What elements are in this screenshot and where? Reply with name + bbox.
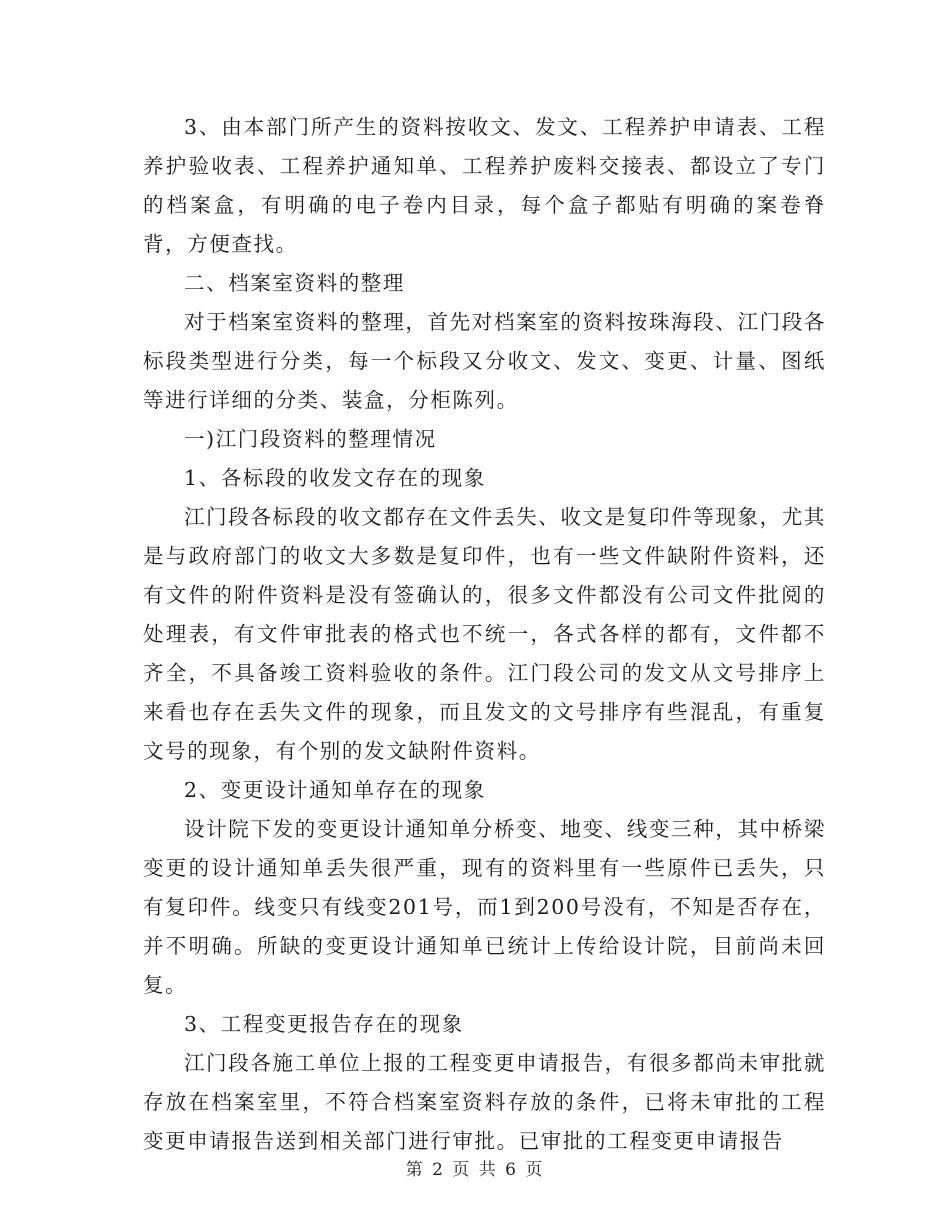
paragraph-archive-sorting: 对于档案室资料的整理，首先对档案室的资料按珠海段、江门段各标段类型进行分类，每一个标段又分收文、发文、变更、计量、图纸等进行详细的分类、装盒，分柜陈列。 [143,310,826,412]
paragraph-change-notices: 设计院下发的变更设计通知单分桥变、地变、线变三种，其中桥梁变更的设计通知单丢失很严重，现有的资料里有一些原件已丢失，只有复印件。线变只有线变201号，而1到200号没有，不知是否存在，并不明确。所缺的变更设计通知单已统计上传给设计院，目前尚未回复。 [143,817,826,997]
item-heading-change-reports: 3、工程变更报告存在的现象 [184,1012,464,1036]
paragraph-change-reports: 江门段各施工单位上报的工程变更申请报告，有很多都尚未审批就存放在档案室里，不符合档案室资料存放的条件，已将未审批的工程变更申请报告送到相关部门进行审批。已审批的工程变更申请报告 [143,1051,826,1153]
footer-label-of-page: 页 共 [452,1160,498,1180]
paragraph-archive-boxes: 3、由本部门所产生的资料按收文、发文、工程养护申请表、工程养护验收表、工程养护通知单、工程养护废料交接表、都设立了专门的档案盒，有明确的电子卷内目录，每个盒子都贴有明确的案卷脊背，方便查找。 [143,115,826,256]
footer-label-pages-end: 页 [525,1160,545,1180]
page-footer [0,1155,950,1180]
item-heading-documents: 1、各标段的收发文存在的现象 [184,466,486,490]
paragraph-documents: 江门段各标段的收文都存在文件丢失、收文是复印件等现象，尤其是与政府部门的收文大多数是复印件，也有一些文件缺附件资料，还有文件的附件资料是没有签确认的，很多文件都没有公司文件批阅的处理表，有文件审批表的格式也不统一，各式各样的都有，文件都不齐全，不具备竣工资料验收的条件。江门段公司的发文从文号排序上来看也存在丢失文件的现象，而且发文的文号排序有些混乱，有重复文号的现象，有个别的发文缺附件资料。 [143,505,826,763]
footer-total-pages: 6 [505,1160,518,1180]
footer-current-page: 2 [432,1160,445,1180]
item-heading-change-notices: 2、变更设计通知单存在的现象 [184,778,486,802]
footer-label-page: 第 [405,1160,425,1180]
section-heading-archive-sorting: 二、档案室资料的整理 [184,271,405,295]
subsection-heading-jiangmen: 一)江门段资料的整理情况 [184,427,437,451]
document-body [143,108,826,1161]
